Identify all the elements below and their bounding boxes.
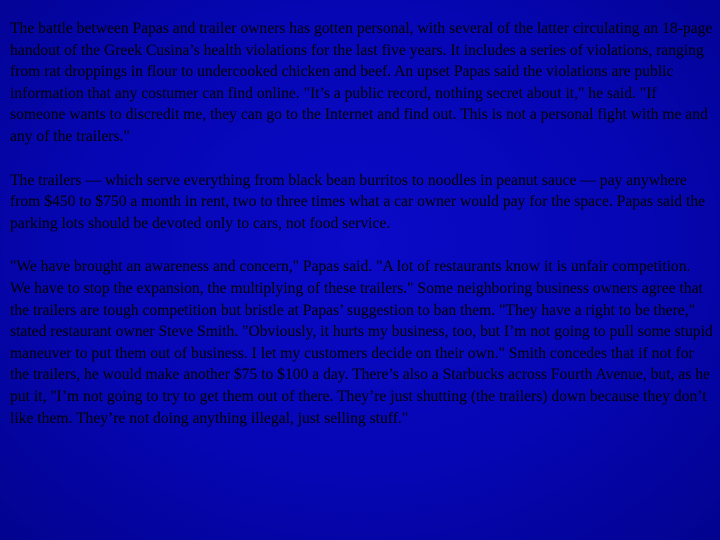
paragraph-trailer-rent: The trailers — which serve everything from black bean burritos to noodles in peanut sauce — pay anywhere from $450 to $750 a month in rent, two to three times what a car owner would pay for the space. Papas said the parking lots should be devoted only to cars, not food service. [10, 171, 706, 232]
paragraph-papas-trailer-feud: The battle between Papas and trailer owners has gotten personal, with several of the latter circulating an 18-page handout of the Greek Cusina’s health violations for the last five years. It includes a series of violations, ranging from rat droppings in flour to undercooked chicken and beef. An upset Papas said the violations are public information that any costumer can find online. "It’s a public record, nothing secret about it," he said. "If someone wants to discredit me, they can go to the Internet and find out. This is not a personal fight with me and any of the trailers." [10, 20, 713, 145]
slide-body [10, 18, 714, 451]
paragraph-neighbor-reactions: "We have brought an awareness and concern," Papas said. "A lot of restaurants know it is unfair competition. We have to stop the expansion, the multiplying of these trailers." Some neighboring business owners agree that the trailers are tough competition but bristle at Papas’ suggestion to ban them. "They have a right to be there," stated restaurant owner Steve Smith. "Obviously, it hurts my business, too, but I’m not going to pull some stupid maneuver to put them out of business. I let my customers decide on their own." Smith concedes that if not for the trailers, he would make another $75 to $100 a day. There’s also a Starbucks across Fourth Avenue, but, as he put it, "I’m not going to try to get them out of there. They’re just shutting (the trailers) down because they don’t like them. They’re not doing anything illegal, just selling stuff." [10, 258, 713, 427]
